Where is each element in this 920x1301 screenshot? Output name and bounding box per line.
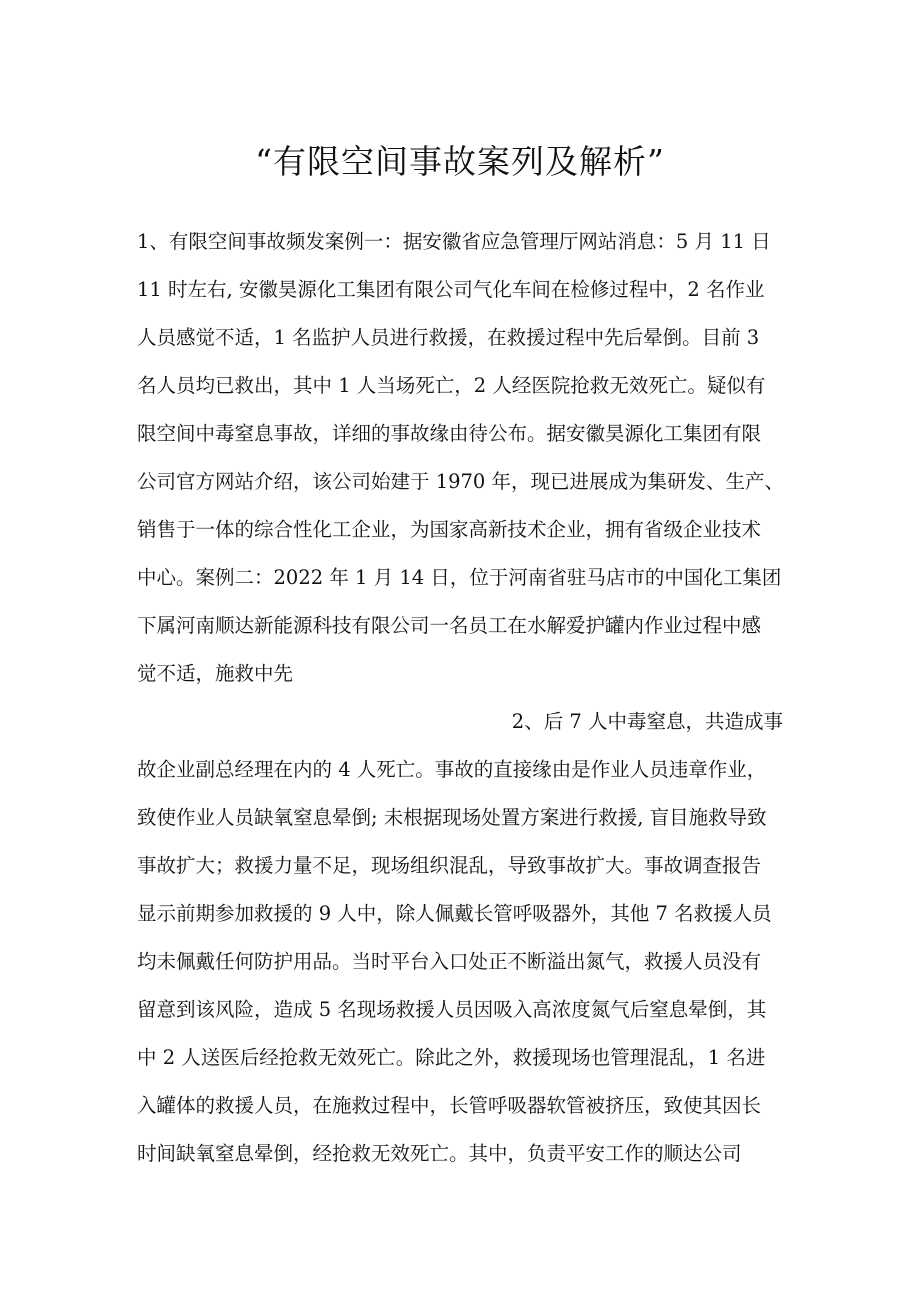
text-line: 下属河南顺达新能源科技有限公司一名员工在水解爱护罐内作业过程中感 <box>137 614 762 637</box>
text-line: 致使作业人员缺氧窒息晕倒; 未根据现场处置方案进行救援, 盲目施救导致 <box>137 806 767 829</box>
text-line: 11 时左右, 安徽昊源化工集团有限公司气化车间在检修过程中，2 名作业 <box>137 278 765 301</box>
text-line: 显示前期参加救援的 9 人中，除人佩戴长管呼吸器外，其他 7 名救援人员 <box>137 902 772 925</box>
text-line: 公司官方网站介绍，该公司始建于 1970 年，现已进展成为集研发、生产、 <box>137 470 785 493</box>
paragraph-2-lead-line: 2、后 7 人中毒窒息，共造成事 <box>511 710 783 733</box>
text-line: 留意到该风险，造成 5 名现场救援人员因吸入高浓度氮气后窒息晕倒，其 <box>137 998 767 1021</box>
text-line: 名人员均已救出，其中 1 人当场死亡，2 人经医院抢救无效死亡。疑似有 <box>137 374 766 397</box>
text-line: 中 2 人送医后经抢救无效死亡。除此之外，救援现场也管理混乱，1 名进 <box>137 1046 766 1069</box>
document-title: “有限空间事故案列及解析” <box>255 142 665 181</box>
text-line: 觉不适，施救中先 <box>137 662 294 685</box>
text-line: 人员感觉不适，1 名监护人员进行救援，在救援过程中先后晕倒。目前 3 <box>137 326 760 349</box>
paragraph-1 <box>137 218 797 698</box>
text-line: 销售于一体的综合性化工企业，为国家高新技术企业，拥有省级企业技术 <box>137 518 762 541</box>
text-line: 故企业副总经理在内的 4 人死亡。事故的直接缘由是作业人员违章作业， <box>137 758 767 781</box>
text-line: 事故扩大；救援力量不足，现场组织混乱，导致事故扩大。事故调查报告 <box>137 854 762 877</box>
text-line: 1、有限空间事故频发案例一：据安徽省应急管理厅网站消息：5 月 11 日 <box>137 230 771 253</box>
text-line: 时间缺氧窒息晕倒，经抢救无效死亡。其中，负责平安工作的顺达公司 <box>137 1142 742 1165</box>
text-line: 中心。案例二：2022 年 1 月 14 日，位于河南省驻马店市的中国化工集团 <box>137 566 782 589</box>
text-line: 入罐体的救援人员，在施救过程中，长管呼吸器软管被挤压，致使其因长 <box>137 1094 762 1117</box>
paragraph-2 <box>137 698 797 1178</box>
text-line: 均未佩戴任何防护用品。当时平台入口处正不断溢出氮气，救援人员没有 <box>137 950 762 973</box>
text-line: 限空间中毒窒息事故，详细的事故缘由待公布。据安徽昊源化工集团有限 <box>137 422 762 445</box>
